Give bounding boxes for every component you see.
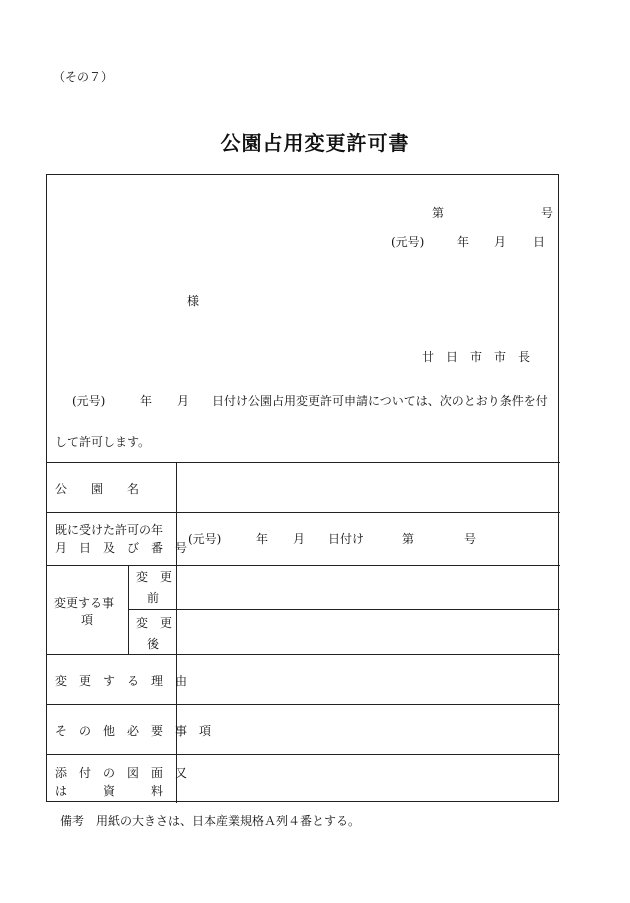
permit-form-frame xyxy=(46,174,559,802)
document-title: 公園占用変更許可書 xyxy=(220,131,410,155)
after-label-2: 後 xyxy=(147,637,160,651)
table-divider xyxy=(47,512,560,513)
table-subcolumn-divider xyxy=(128,565,129,654)
after-label-1: 変 更 xyxy=(136,616,173,630)
attachment-label-2: は 資 料 xyxy=(55,784,164,798)
prior-date-suffix: 日付け xyxy=(328,532,365,546)
table-divider xyxy=(47,654,560,655)
table-divider xyxy=(128,609,560,610)
footnote: 備考 用紙の大きさは、日本産業規格Ａ列４番とする。 xyxy=(60,814,361,828)
other-items-label: そ の 他 必 要 事 項 xyxy=(55,724,212,738)
date-year-label: 年 xyxy=(457,235,470,249)
date-day-label: 日 xyxy=(533,235,546,249)
form-number: （その７） xyxy=(53,70,114,84)
table-divider xyxy=(47,704,560,705)
date-era-label: (元号) xyxy=(391,235,425,249)
prior-year: 年 xyxy=(256,532,269,546)
table-divider xyxy=(47,565,560,566)
prior-dai: 第 xyxy=(402,532,415,546)
table-divider xyxy=(47,462,560,463)
prior-era: (元号) xyxy=(188,532,222,546)
prior-permit-label-1: 既に受けた許可の年 xyxy=(55,523,164,537)
before-label-2: 前 xyxy=(147,591,160,605)
change-item-label-2: 項 xyxy=(81,613,94,627)
number-gou-label: 号 xyxy=(541,206,554,220)
change-item-label-1: 変更する事 xyxy=(54,596,115,610)
table-divider xyxy=(47,754,560,755)
body-year: 年 xyxy=(140,394,153,408)
park-name-label: 公 園 名 xyxy=(55,482,140,496)
number-dai-label: 第 xyxy=(432,206,445,220)
issuer-name: 廿 日 市 市 長 xyxy=(422,350,531,364)
prior-gou: 号 xyxy=(464,532,477,546)
body-era: (元号) xyxy=(72,394,106,408)
table-column-divider xyxy=(176,462,177,803)
reason-label: 変 更 す る 理 由 xyxy=(55,674,188,688)
body-month: 月 xyxy=(177,394,190,408)
prior-permit-label-2: 月 日 及 び 番 号 xyxy=(55,541,188,555)
body-text-line2: して許可します。 xyxy=(55,435,151,449)
date-month-label: 月 xyxy=(494,235,507,249)
attachment-label-1: 添 付 の 図 面 又 xyxy=(55,766,188,780)
prior-month: 月 xyxy=(293,532,306,546)
body-text-line1: 日付け公園占用変更許可申請については、次のとおり条件を付 xyxy=(212,394,548,408)
before-label-1: 変 更 xyxy=(136,570,173,584)
addressee-sama: 様 xyxy=(187,294,200,308)
